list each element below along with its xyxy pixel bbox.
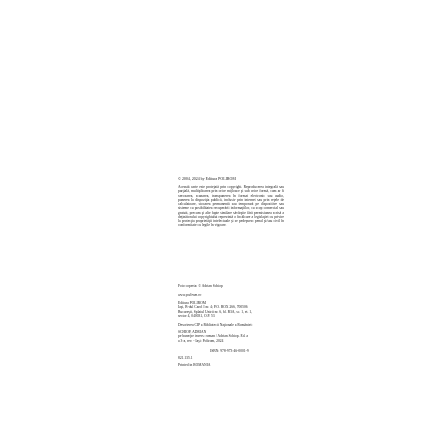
- publisher-address: [178, 301, 284, 318]
- publisher-website: www.polirom.ro: [178, 293, 202, 297]
- udc-code: 821.135.1: [178, 356, 193, 360]
- cip-line: pe bune/pe invers: roman / Adrian Schiop. Ed. a: [178, 334, 249, 339]
- cip-record: [178, 330, 284, 343]
- printed-in: Printed in ROMANIA: [178, 363, 211, 367]
- copyright-line: © 2004, 2024 by Editura POLIROM: [178, 177, 236, 181]
- cover-photo-credit: Foto coperta: © Adrian Schiop: [178, 284, 223, 288]
- address-line: Editura POLIROM: [178, 301, 206, 305]
- rights-notice: Această carte este protejată prin copyright. Reproducerea integrală sau parţială, multiplicarea prin orice mijloace şi sub orice formă, cum ar fi xeroxarea, scanarea, transpunerea în format electronic sau audio, punerea la dispoziţia publică, inclusiv prin internet sau prin reţele de calculatoare, stocarea permanentă sau temporară pe dispozitive sau sisteme cu posibilitatea recuperării informaţiilor, cu scop comercial sau gratuit, precum şi alte fapte similare săvârşite fără permisiunea scrisă a deţinătorului copyrightului reprezintă o încălcare a legislaţiei cu privire la protecţia proprietăţii intelectuale şi se pedepsesc penal şi/sau civil în conformitate cu legile în vigoare.: [178, 185, 284, 228]
- cip-title: Descrierea CIP a Bibliotecii Naţionale a României:: [178, 323, 253, 327]
- cip-line: SCHIOP, ADRIAN: [178, 330, 207, 334]
- cip-line: a 3-a, rev. - Iaşi: Polirom, 2024: [178, 338, 224, 343]
- address-line: Bucureşti, Splaiul Unirii nr. 6, bl. B3A, sc. 1, et. 1,: [178, 309, 253, 314]
- isbn: ISBN: 978-973-46-0001-9: [210, 349, 249, 353]
- address-line: Iaşi, B-dul Carol I nr. 4; P.O. BOX 266, 700506: [178, 305, 248, 310]
- address-line: sector 4, 040031, O.P. 53: [178, 313, 215, 318]
